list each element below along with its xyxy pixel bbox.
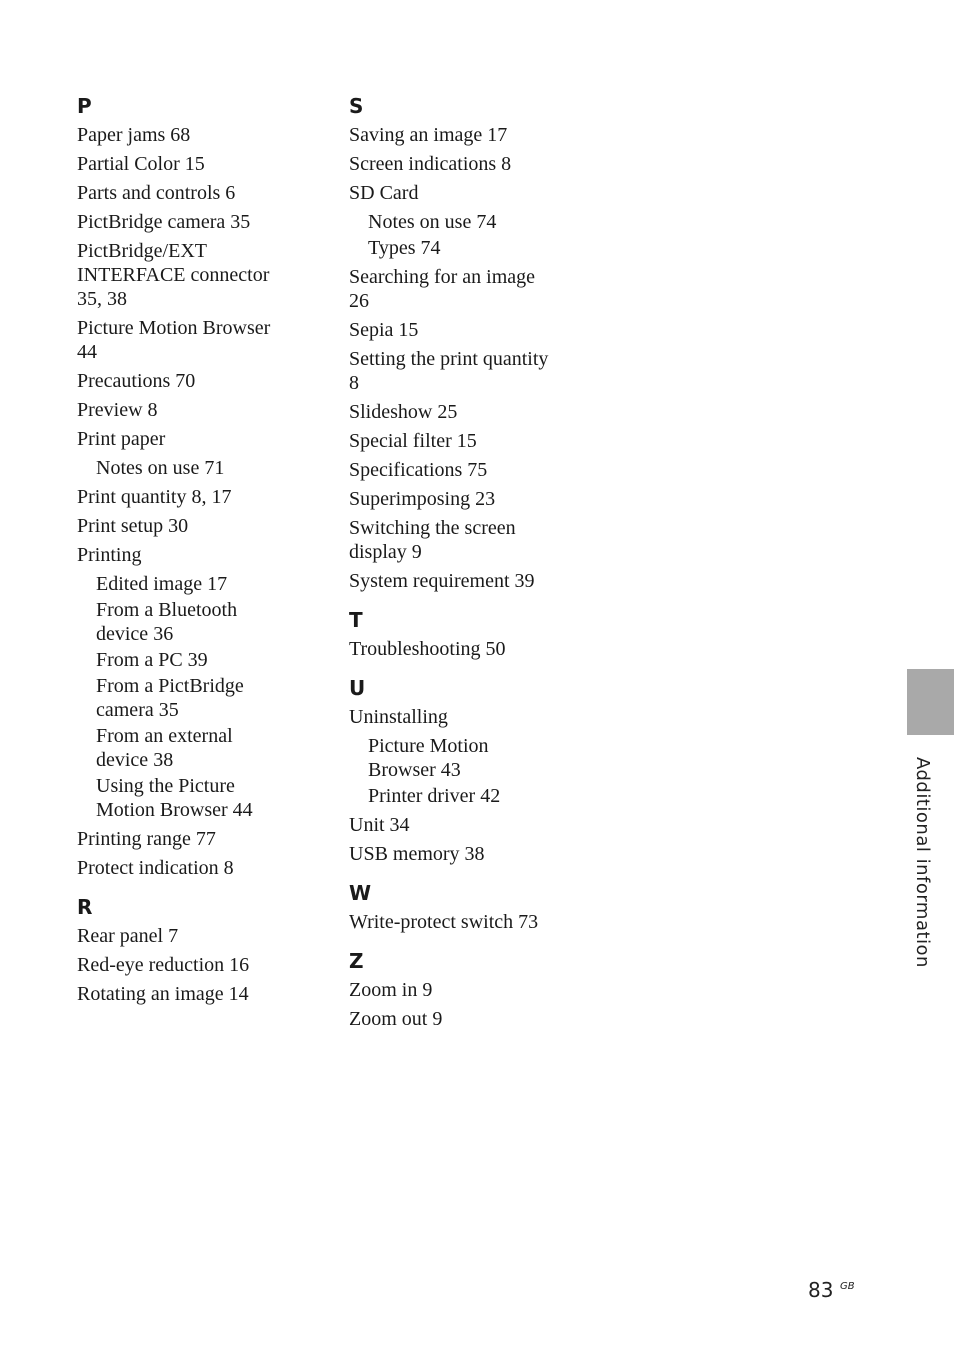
index-subentry: Picture Motion Browser 43 [368,735,489,781]
index-subentry: From a PictBridge camera 35 [96,675,244,721]
index-entry: Printing [77,544,142,566]
index-entry: Print setup 30 [77,515,189,537]
index-entry: SD Card [349,182,419,204]
index-entry: Slideshow 25 [349,401,458,423]
index-column-right [349,94,599,1036]
section-tab-marker [907,669,954,735]
index-entry: System requirement 39 [349,570,535,592]
index-entry: Superimposing 23 [349,488,496,510]
index-subentry: Using the Picture Motion Browser 44 [96,775,253,821]
section-letter: R [77,895,93,919]
index-entry: Rear panel 7 [77,925,179,947]
index-entry: Zoom in 9 [349,979,433,1001]
index-entry: PictBridge/EXT INTERFACE connector 35, 38 [77,240,270,310]
index-entry: Paper jams 68 [77,124,191,146]
index-entry: Setting the print quantity 8 [349,348,549,394]
index-section-w [349,881,599,934]
index-entry: Saving an image 17 [349,124,508,146]
index-entry: Preview 8 [77,399,158,421]
section-letter: Z [349,949,364,973]
section-letter: T [349,608,363,632]
section-side-label: Additional information [912,757,933,968]
index-section-r [77,895,317,1006]
index-entry: Zoom out 9 [349,1008,443,1030]
index-subentry: From an external device 38 [96,725,233,771]
index-subentry: Types 74 [368,237,441,259]
index-entry: Sepia 15 [349,319,419,341]
index-entry: Uninstalling [349,706,448,728]
index-subentry: Notes on use 71 [96,457,225,479]
index-entry: Picture Motion Browser 44 [77,317,271,363]
index-subentry: Edited image 17 [96,573,228,595]
page-region-code: GB [840,1281,855,1292]
index-section-z [349,949,599,1031]
index-subentry: Printer driver 42 [368,785,501,807]
index-entry: Printing range 77 [77,828,216,850]
index-entry: Red-eye reduction 16 [77,954,250,976]
index-entry: Screen indications 8 [349,153,512,175]
section-letter: W [349,881,372,905]
index-entry: Troubleshooting 50 [349,638,506,660]
index-entry: Switching the screen display 9 [349,517,516,563]
index-subentry: From a PC 39 [96,649,208,671]
index-entry: Unit 34 [349,814,410,836]
index-section-s [349,94,599,593]
index-section-u [349,676,599,866]
index-subentry: From a Bluetooth device 36 [96,599,238,645]
index-section-t [349,608,599,661]
section-letter: P [77,94,92,118]
section-letter: U [349,676,366,700]
index-entry: PictBridge camera 35 [77,211,251,233]
index-entry: Print quantity 8, 17 [77,486,232,508]
page-number: 83 [808,1278,834,1302]
index-entry: Protect indication 8 [77,857,234,879]
index-entry: Searching for an image 26 [349,266,536,312]
index-subentry: Notes on use 74 [368,211,497,233]
index-entry: USB memory 38 [349,843,485,865]
section-letter: S [349,94,364,118]
index-entry: Special filter 15 [349,430,477,452]
index-entry: Partial Color 15 [77,153,205,175]
index-entry: Specifications 75 [349,459,488,481]
index-entry: Rotating an image 14 [77,983,249,1005]
index-entry: Parts and controls 6 [77,182,236,204]
index-entry: Write-protect switch 73 [349,911,539,933]
index-section-p [77,94,317,880]
index-entry: Precautions 70 [77,370,196,392]
index-entry: Print paper [77,428,166,450]
index-column-left [77,94,317,1011]
